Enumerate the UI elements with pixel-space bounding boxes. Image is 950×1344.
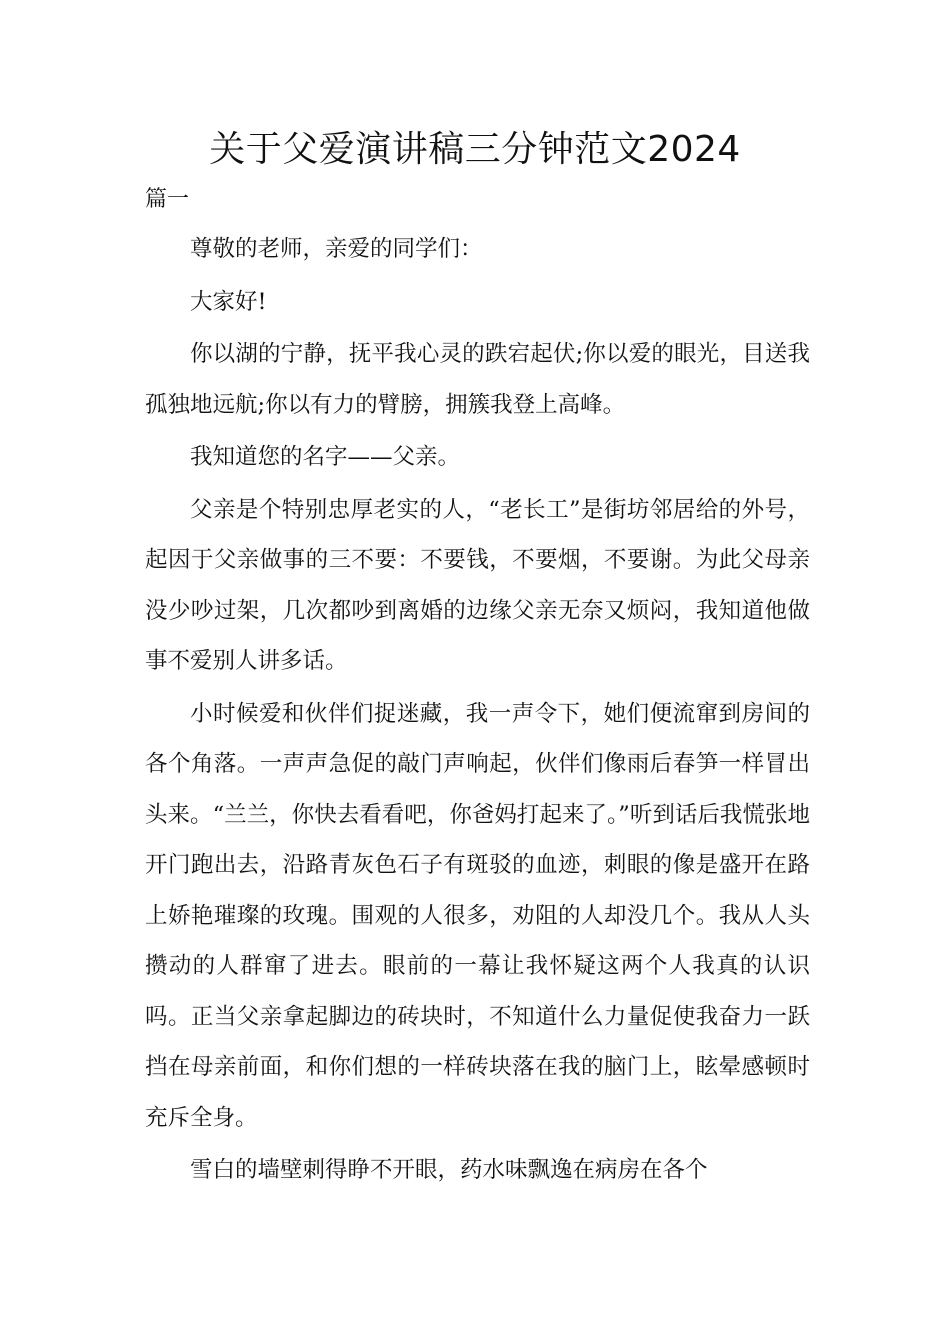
section-label: 篇一: [145, 187, 190, 212]
document-title: 关于父爱演讲稿三分钟范文2024: [209, 129, 741, 170]
paragraph-hospital: 雪白的墙壁刺得睁不开眼，药水味飘逸在病房在各个: [190, 1157, 708, 1183]
paragraph-name: 我知道您的名字——父亲。: [190, 444, 461, 470]
paragraph-childhood-story: 小时候爱和伙伴们捉迷藏，我一声令下，她们便流窜到房间的各个角落。一声声急促的敲门声响起，伙伴们像雨后春笋一样冒出头来。“兰兰，你快去看看吧，你爸妈打起来了。”听到话后我慌张地开门跑出去，沿路青灰色石子有斑驳的血迹，刺眼的像是盛开在路上娇艳璀璨的玫瑰。围观的人很多，劝阻的人却没几个。我从人头攒动的人群窜了进去。眼前的一幕让我怀疑这两个人我真的认识吗。正当父亲拿起脚边的砖块时，不知道什么力量促使我奋力一跃挡在母亲前面，和你们想的一样砖块落在我的脑门上，眩晕感顿时充斥全身。: [145, 700, 810, 1131]
paragraph-hello: 大家好!: [190, 288, 267, 315]
paragraph-father-character: 父亲是个特别忠厚老实的人，“老长工”是街坊邻居给的外号，起因于父亲做事的三不要：不要钱，不要烟，不要谢。为此父母亲没少吵过架，几次都吵到离婚的边缘父亲无奈又烦闷，我知道他做事不爱别人讲多话。: [145, 496, 810, 674]
paragraph-tribute: 你以湖的宁静，抚平我心灵的跌宕起伏;你以爱的眼光，目送我孤独地远航;你以有力的臂膀，拥簇我登上高峰。: [145, 341, 810, 418]
body-text: [145, 224, 810, 1198]
paragraph-greeting: 尊敬的老师，亲爱的同学们：: [190, 236, 483, 262]
